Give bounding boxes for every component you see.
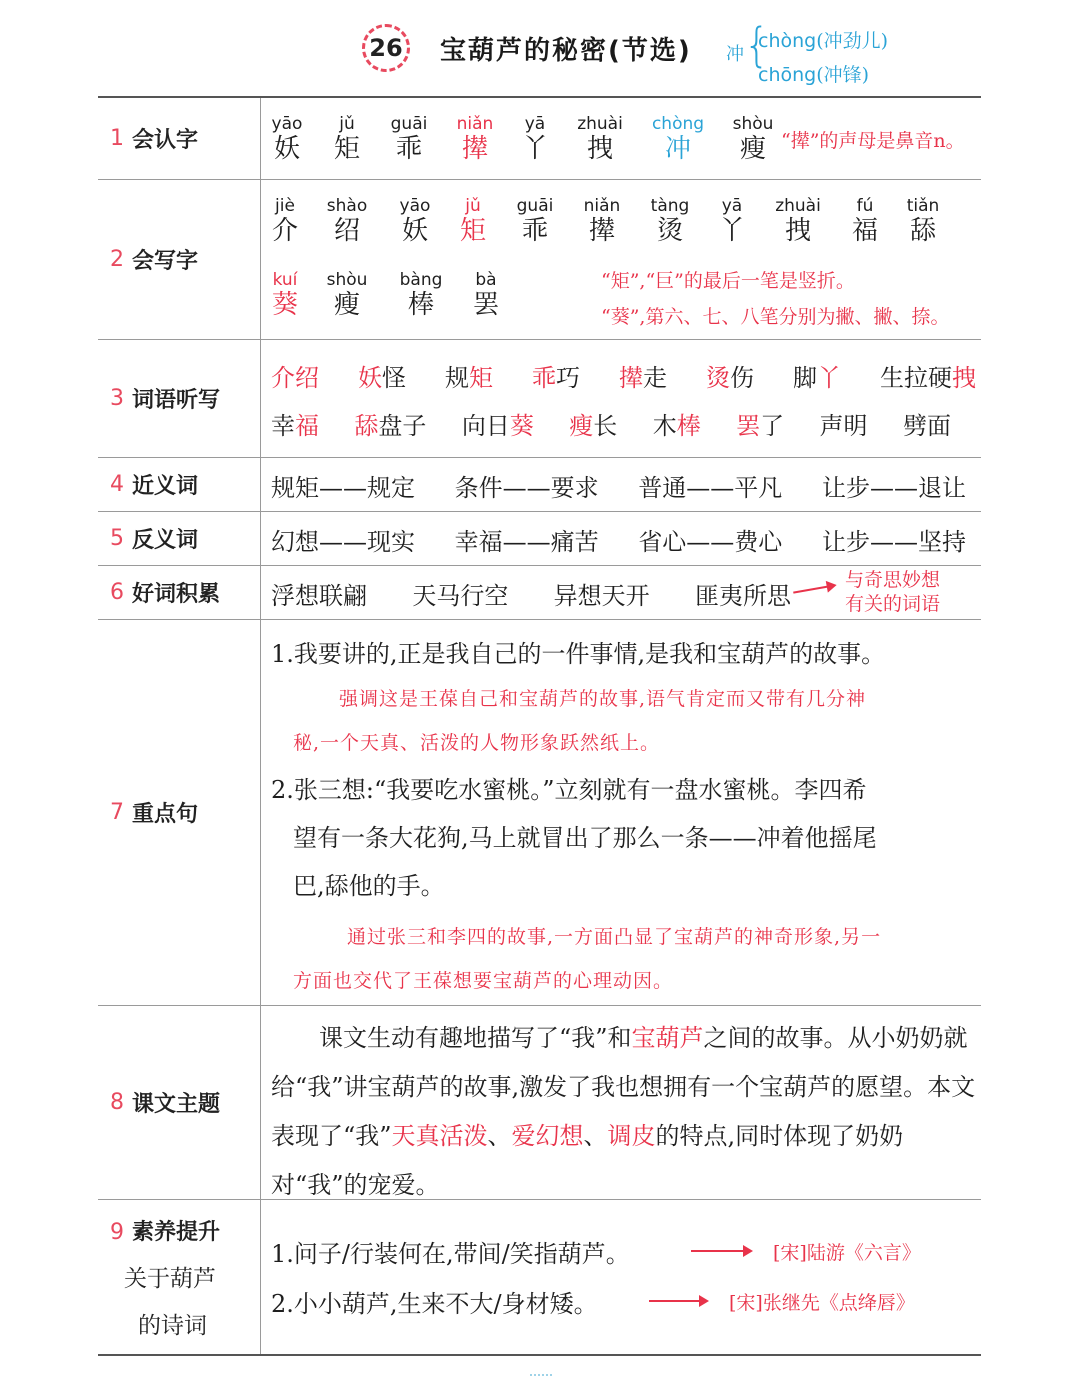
pinyin-char: yāo 妖 (399, 196, 431, 246)
dictation-cell (261, 340, 981, 457)
pinyin-char: kuí 葵 (271, 270, 298, 320)
key-sentence-1: 1.我要讲的,正是我自己的一件事情,是我和宝葫芦的故事。 (271, 640, 886, 668)
row-theme (98, 1006, 981, 1200)
row-recognize-chars (98, 98, 981, 180)
poem-source-1: [宋]陆游《六言》 (773, 1242, 921, 1264)
word: 声明 (819, 412, 868, 440)
antonym-pair: 幸福——痛苦 (454, 528, 599, 556)
key-sentence-1-note: 强调这是王葆自己和宝葫芦的故事,语气肯定而又带有几分神 (339, 688, 867, 710)
antonym-pair: 让步——坚持 (821, 528, 966, 556)
good-word: 天马行空 (412, 582, 509, 610)
word: 劈面 (902, 412, 951, 440)
word: 撵走 (619, 364, 667, 392)
synonym-pair: 让步——退让 (821, 474, 966, 502)
good-words-note: 与奇思妙想 有关的词语 (845, 569, 941, 615)
pinyin-char: yāo 妖 (271, 114, 303, 164)
word: 妖怪 (358, 364, 406, 392)
good-words-cell (261, 566, 981, 619)
arrow-icon (649, 1300, 707, 1302)
synonyms-cell (261, 458, 981, 511)
word: 瘦长 (569, 412, 618, 440)
antonym-pair: 省心——费心 (638, 528, 783, 556)
row-label: 6 好词积累 (98, 566, 261, 619)
pinyin-char: jiè 介 (271, 196, 298, 246)
pinyin-char: jǔ 矩 (333, 114, 360, 164)
poem-line-1: 1.问子/行装何在,带间/笑指葫芦。 (271, 1240, 630, 1268)
key-sentence-2: 望有一条大花狗,马上就冒出了那么一条——冲着他摇尾 (293, 824, 877, 852)
row-label: 2 会写字 (98, 180, 261, 339)
word: 规矩 (445, 364, 493, 392)
lesson-number-badge: 26 (362, 24, 410, 72)
antonyms-cell (261, 512, 981, 565)
dictation-line-2 (271, 406, 951, 441)
synonym-pair: 规矩——规定 (271, 474, 415, 502)
row-write-chars (98, 180, 981, 340)
pinyin-char: niǎn 撵 (456, 114, 494, 164)
pinyin-char: shào 绍 (326, 196, 368, 246)
pinyin-char: bàng 棒 (399, 270, 443, 320)
key-sentences-cell (261, 620, 981, 1005)
arrow-icon (691, 1250, 751, 1252)
theme-paragraph: 课文生动有趣地描写了“我”和宝葫芦之间的故事。从小奶奶就给“我”讲宝葫芦的故事,激发了我也想拥有一个宝葫芦的愿望。本文表现了“我”天真活泼、爱幻想、调皮的特点,同时体现了奶奶对“我”的宠爱。 (271, 1024, 976, 1199)
word: 幸福 (271, 412, 319, 440)
polyphone-brace-icon: { (744, 19, 770, 73)
pinyin-char: yā 丫 (718, 196, 745, 246)
pinyin-char: zhuài 拽 (577, 114, 623, 164)
word: 介绍 (271, 364, 319, 392)
word: 生拉硬拽 (880, 364, 976, 392)
poem-source-2: [宋]张继先《点绛唇》 (729, 1292, 915, 1314)
row-key-sentences (98, 620, 981, 1006)
pinyin-char: chòng 冲 (651, 114, 705, 164)
synonym-pair: 条件——要求 (454, 474, 599, 502)
write-note-2: “葵”,第六、七、八笔分别为撇、撇、捺。 (601, 306, 950, 328)
antonym-pair: 幻想——现实 (271, 528, 415, 556)
row-label: 1 会认字 (98, 98, 261, 179)
write-note-1: “矩”,“巨”的最后一笔是竖折。 (601, 270, 855, 292)
row-label: 9 素养提升 关于葫芦 的诗词 (98, 1200, 261, 1354)
lesson-header (0, 0, 1080, 96)
row-label: 3 词语听写 (98, 340, 261, 457)
lesson-table (98, 96, 981, 1356)
pinyin-char: guāi 乖 (390, 114, 428, 164)
good-word-list (271, 576, 791, 611)
pinyin-char: guāi 乖 (516, 196, 554, 246)
row-synonyms (98, 458, 981, 512)
arrow-icon (793, 584, 835, 593)
row-good-words (98, 566, 981, 620)
word: 罢了 (736, 412, 785, 440)
pinyin-char: tàng 烫 (650, 196, 690, 246)
word: 舔盘子 (354, 412, 427, 440)
recognize-note: “撵”的声母是鼻音n。 (781, 130, 965, 152)
pinyin-char: bà 罢 (472, 270, 499, 320)
word: 烫伤 (706, 364, 754, 392)
poems-cell (261, 1200, 981, 1354)
key-sentence-2: 2.张三想:“我要吃水蜜桃。”立刻就有一盘水蜜桃。李四希 (271, 776, 867, 804)
row-label: 7 重点句 (98, 620, 261, 1005)
polyphone-reading-2: chōng(冲锋) (758, 64, 870, 86)
row-label: 4 近义词 (98, 458, 261, 511)
key-sentence-1-note: 秘,一个天真、活泼的人物形象跃然纸上。 (293, 732, 661, 754)
synonym-pair: 普通——平凡 (638, 474, 783, 502)
word: 向日葵 (461, 412, 534, 440)
row-label: 8 课文主题 (98, 1006, 261, 1199)
theme-cell (261, 1006, 981, 1199)
synonym-list (271, 468, 966, 503)
pinyin-char: jǔ 矩 (459, 196, 486, 246)
recognize-chars-cell (261, 98, 981, 179)
good-word: 异想天开 (553, 582, 650, 610)
key-sentence-2: 巴,舔他的手。 (293, 872, 445, 900)
polyphone-char: 冲 (726, 44, 744, 65)
good-word: 匪夷所思 (694, 582, 791, 610)
key-sentence-2-note: 方面也交代了王葆想要宝葫芦的心理动因。 (293, 970, 674, 992)
key-sentence-2-note: 通过张三和李四的故事,一方面凸显了宝葫芦的神奇形象,另一 (347, 926, 882, 948)
pinyin-char: shòu 瘦 (732, 114, 774, 164)
row-antonyms (98, 512, 981, 566)
pinyin-char: niǎn 撵 (583, 196, 621, 246)
row-dictation (98, 340, 981, 458)
row-poems (98, 1200, 981, 1356)
lesson-title: 宝葫芦的秘密(节选) (440, 36, 692, 66)
pinyin-char: tiǎn 舔 (906, 196, 940, 246)
polyphone-reading-1: chòng(冲劲儿) (758, 30, 889, 52)
pinyin-char: yā 丫 (521, 114, 548, 164)
word: 木棒 (652, 412, 701, 440)
page-footer-mark (530, 1374, 552, 1378)
pinyin-char: zhuài 拽 (775, 196, 821, 246)
pinyin-char: shòu 瘦 (326, 270, 368, 320)
poem-line-2: 2.小小葫芦,生来不大/身材矮。 (271, 1290, 598, 1318)
good-word: 浮想联翩 (271, 582, 367, 610)
word: 脚丫 (793, 364, 841, 392)
write-chars-cell (261, 180, 981, 339)
row-label: 5 反义词 (98, 512, 261, 565)
dictation-line-1 (271, 358, 976, 393)
word: 乖巧 (532, 364, 580, 392)
antonym-list (271, 522, 966, 557)
pinyin-char: fú 福 (851, 196, 878, 246)
